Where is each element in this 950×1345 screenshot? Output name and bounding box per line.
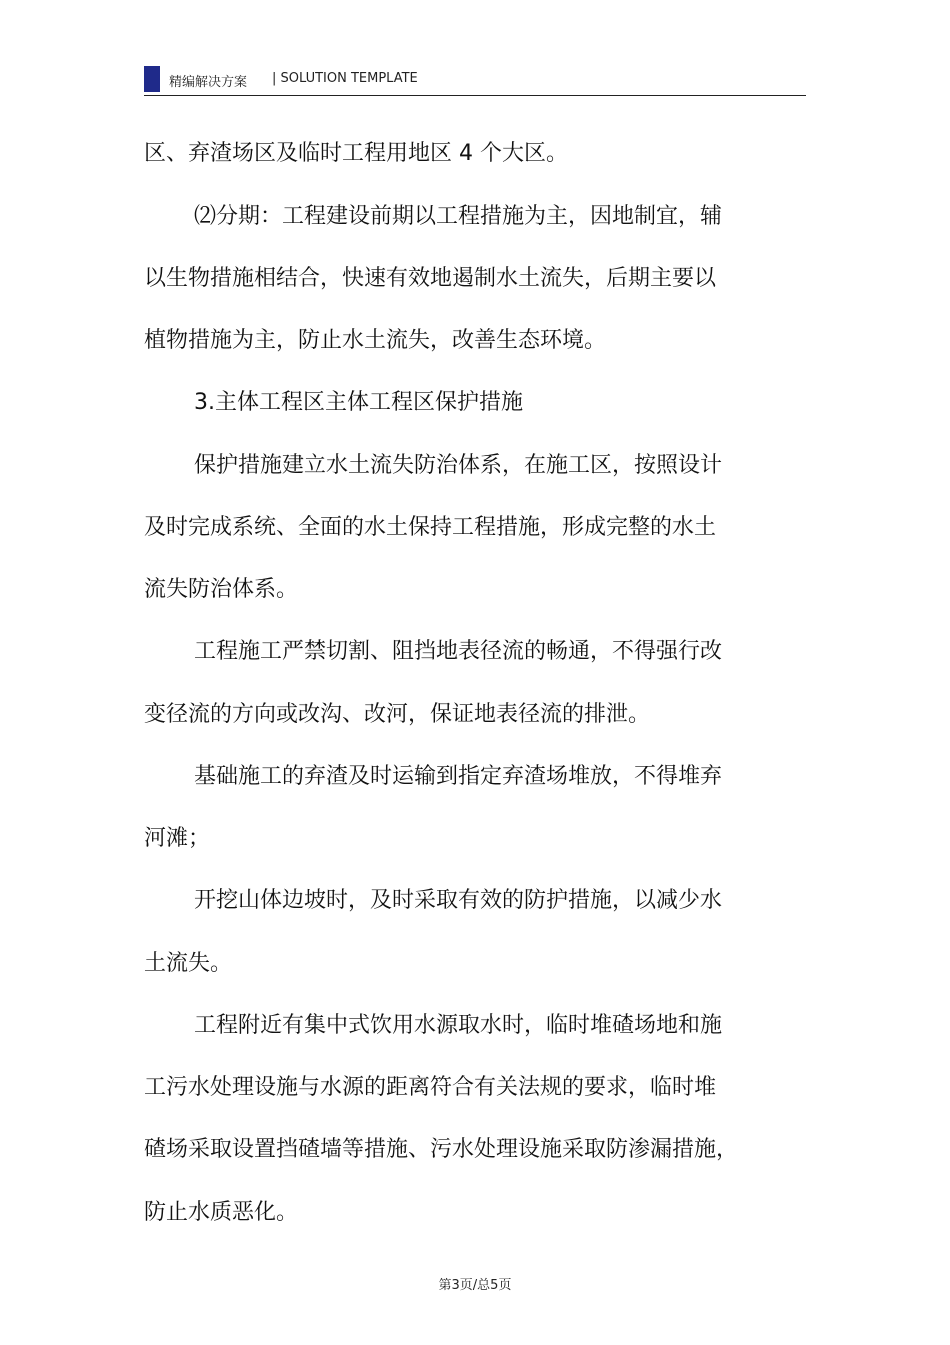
text-line: 土流失。 bbox=[144, 951, 233, 976]
header-solution-template: | SOLUTION TEMPLATE bbox=[272, 71, 418, 86]
text-line: 碴场采取设置挡碴墙等措施、污水处理设施采取防渗漏措施， bbox=[144, 1137, 739, 1162]
text-line: 河滩； bbox=[144, 826, 211, 851]
text-line: 基础施工的弃渣及时运输到指定弃渣场堆放，不得堆弃 bbox=[194, 764, 723, 789]
text-line: 植物措施为主，防止水土流失，改善生态环境。 bbox=[144, 328, 607, 353]
text-line: 区、弃渣场区及临时工程用地区 4 个大区。 bbox=[144, 141, 568, 166]
text-line: 流失防治体系。 bbox=[144, 577, 299, 602]
text-line: 防止水质恶化。 bbox=[144, 1200, 299, 1225]
logo-icon bbox=[144, 66, 160, 92]
text-line: 及时完成系统、全面的水土保持工程措施，形成完整的水土 bbox=[144, 515, 717, 540]
section-heading: 3.主体工程区主体工程区保护措施 bbox=[194, 390, 523, 415]
header-brand: 精编解决方案 bbox=[169, 75, 248, 90]
text-line: 工程附近有集中式饮用水源取水时，临时堆碴场地和施 bbox=[194, 1013, 723, 1038]
text-line: 以生物措施相结合，快速有效地遏制水土流失，后期主要以 bbox=[144, 266, 717, 291]
text-line: 工程施工严禁切割、阻挡地表径流的畅通，不得强行改 bbox=[194, 639, 723, 664]
page-header bbox=[144, 66, 806, 96]
text-line: 保护措施建立水土流失防治体系，在施工区，按照设计 bbox=[194, 453, 723, 478]
page-number: 第3页/总5页 bbox=[438, 1278, 512, 1293]
text-line: 开挖山体边坡时，及时采取有效的防护措施，以减少水 bbox=[194, 888, 723, 913]
text-line: ⑵分期：工程建设前期以工程措施为主，因地制宜，辅 bbox=[194, 204, 723, 229]
text-line: 工污水处理设施与水源的距离符合有关法规的要求，临时堆 bbox=[144, 1075, 717, 1100]
text-line: 变径流的方向或改沟、改河，保证地表径流的排泄。 bbox=[144, 702, 651, 727]
